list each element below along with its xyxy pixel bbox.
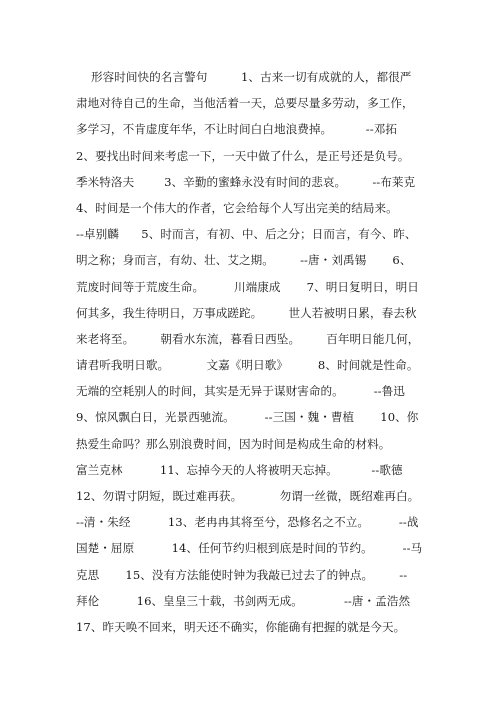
text-line-4: 2、要找出时间来考虑一下，一天中做了什么，是正号还是负号。 <box>76 148 410 163</box>
quotes-text-block <box>76 64 428 640</box>
text-line-2: 肃地对待自己的生命，当他活着一天，总要尽量多劳动，多工作， <box>76 96 414 111</box>
text-line-17: 12、勿谓寸阴短，既过难再获。 勿谓一丝微，既绍难再白。 <box>76 489 420 503</box>
text-line-14: 9、惊风飘白日，光景西驰流。 --三国・魏・曹植 10、你 <box>76 410 419 425</box>
text-line-12: 请君听我明日歌。 文嘉《明日歌》 8、时间就是性命。 <box>76 358 419 373</box>
text-line-5: 季米特洛夫 3、辛勤的蜜蜂永没有时间的悲哀。 --布莱克 <box>76 174 416 189</box>
text-line-1: 形容时间快的名言警句 1、古来一切有成就的人，都很严 <box>76 70 412 84</box>
text-line-6: 4、时间是一个伟大的作者，它会给每个人写出完美的结局来。 <box>76 200 398 215</box>
text-line-7: --卓别麟 5、时而言，有初、中、后之分；日而言，有今、昨、 <box>76 227 417 242</box>
text-line-18: --清・朱经 13、老冉冉其将至兮，恐修名之不立。 --战 <box>76 515 419 530</box>
text-line-10: 何其多，我生待明日，万事成蹉跎。 世人若被明日累，春去秋 <box>76 305 417 320</box>
text-line-20: 克思 15、没有方法能使时钟为我敲已过去了的钟点。 -- <box>76 567 408 582</box>
text-line-15: 热爱生命吗？那么别浪费时间，因为时间是构成生命的材料。 <box>76 436 391 451</box>
text-line-21: 拜伦 16、皇皇三十载，书剑两无成。 --唐・孟浩然 <box>76 593 411 608</box>
text-line-13: 无端的空耗别人的时间，其实是无异于谋财害命的。 --鲁迅 <box>76 384 405 399</box>
text-line-11: 来老将至。 朝看水东流，暮看日西坠。 百年明日能几何， <box>76 331 420 346</box>
text-line-22: 17、昨天唤不回来，明天还不确实，你能确有把握的就是今天。 <box>76 619 406 634</box>
text-line-3: 多学习，不肯虚度年华，不让时间白白地浪费掉。 --邓拓 <box>76 122 398 137</box>
text-line-16: 富兰克林 11、忘掉今天的人将被明天忘掉。 --歌德 <box>76 462 403 477</box>
text-line-9: 荒废时间等于荒废生命。 川端康成 7、明日复明日，明日 <box>76 279 419 294</box>
text-line-8: 明之称；身而言，有幼、壮、艾之期。 --唐・刘禹锡 6、 <box>76 253 412 268</box>
text-line-19: 国楚・屈原 14、任何节约归根到底是时间的节约。 --马 <box>76 541 423 556</box>
